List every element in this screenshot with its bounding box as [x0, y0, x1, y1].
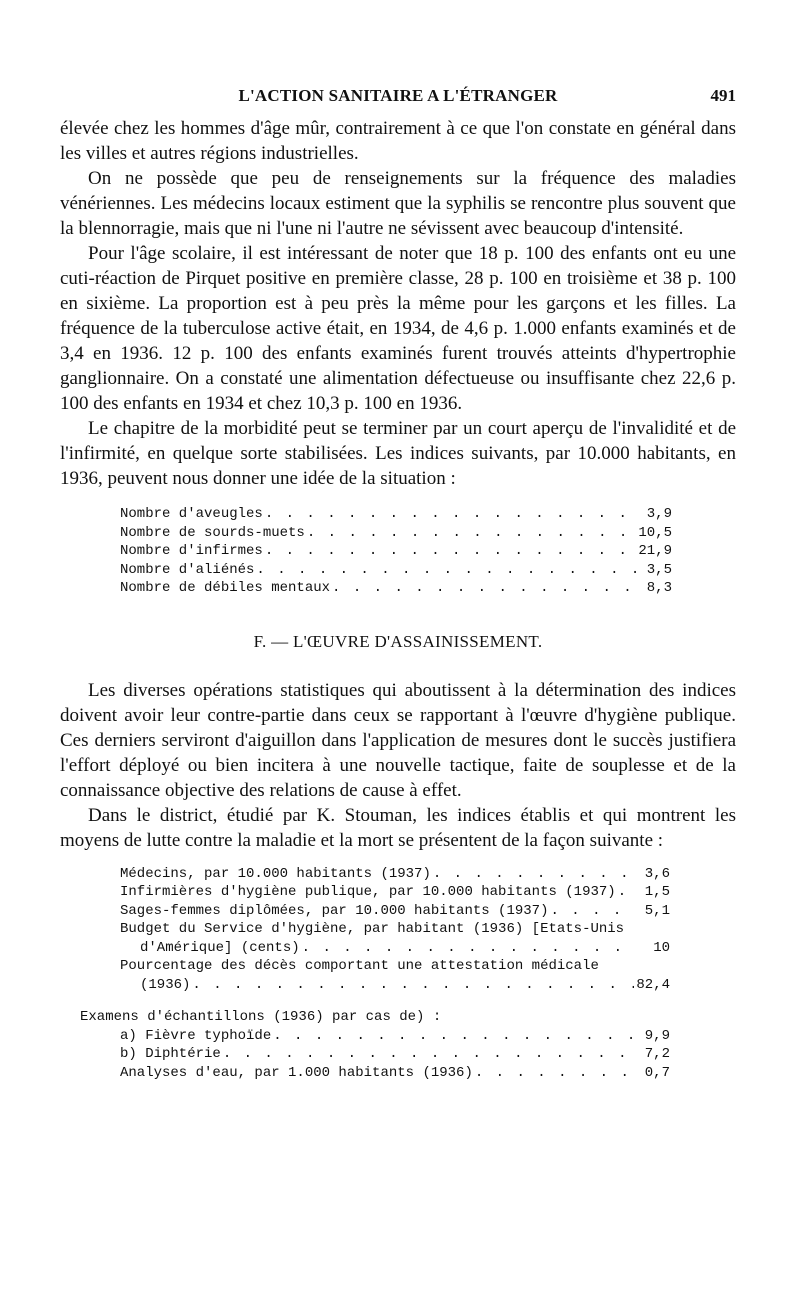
- sanitation-stats-table: [120, 865, 670, 995]
- stat-label: Nombre de sourds-muets: [120, 524, 305, 541]
- section-heading: F. — L'ŒUVRE D'ASSAINISSEMENT.: [253, 631, 543, 651]
- samples-table: [80, 1008, 670, 1082]
- stat-label: Médecins, par 10.000 habitants (1937): [120, 865, 431, 882]
- stat-row: [120, 1064, 670, 1083]
- stat-row: [120, 505, 672, 524]
- stat-row: [120, 524, 672, 543]
- leader-dots: [221, 1045, 634, 1064]
- stat-value: 10,5: [638, 524, 672, 541]
- stat-label: (1936): [140, 976, 191, 993]
- stat-value: 5,1: [644, 902, 670, 919]
- stat-row: [120, 1045, 670, 1064]
- leader-dots: [431, 865, 634, 884]
- paragraph-1: élevée chez les hommes d'âge mûr, contrairement à ce que l'on constate en général dans les villes et autres régions industrielles.: [60, 118, 736, 164]
- stat-label: Nombre d'aliénés: [120, 561, 255, 578]
- paragraph-2: On ne possède que peu de renseignements sur la fréquence des maladies vénériennes. Les médecins locaux estiment que la syphilis se rencontre plus souvent que la blennorragie, mais que ni l'une ni l'autre ne sévissent avec beaucoup d'intensité.: [60, 168, 736, 239]
- paragraph-6: Dans le district, étudié par K. Stouman, les indices établis et qui montrent les moyens de lutte contre la maladie et la mort se présentent de la façon suivante :: [60, 804, 736, 851]
- paragraph-5: Les diverses opérations statistiques qui aboutissent à la détermination des indices doivent avoir leur contre-partie dans ceux se rapportant à l'œuvre d'hygiène publique. Ces derniers serviront d'aiguillon dans l'application de mesures dont le succès justifiera l'effort déployé ou bien incitera à une nouvelle tactique, faite de souplesse et de la connaissance objective des relations de cause à effet.: [60, 679, 736, 801]
- stat-value: 10: [653, 939, 670, 956]
- stat-value: 3,6: [644, 865, 670, 882]
- stat-value: 21,9: [638, 543, 672, 559]
- stat-label: Analyses d'eau, par 1.000 habitants (1936): [120, 1064, 473, 1081]
- document-page: [60, 86, 736, 1082]
- stat-value: 0,7: [644, 1064, 670, 1081]
- stat-row: [120, 883, 670, 902]
- stat-row-heading: [120, 920, 670, 939]
- stat-row: [120, 579, 672, 598]
- leader-dots: [190, 976, 634, 995]
- stat-label: Infirmières d'hygiène publique, par 10.000 habitants (1937): [120, 884, 616, 900]
- leader-dots: [305, 524, 636, 543]
- stat-value: 7,2: [644, 1046, 670, 1062]
- stat-label: Sages-femmes diplômées, par 10.000 habitants (1937): [120, 902, 549, 919]
- stat-row: [120, 542, 672, 561]
- stat-value: 3,9: [646, 506, 672, 522]
- page-header: [60, 86, 736, 116]
- stat-value: 3,5: [646, 561, 672, 578]
- leader-dots: [254, 561, 636, 580]
- leader-dots: [548, 902, 634, 921]
- stat-label: b) Diphtérie: [120, 1046, 221, 1062]
- leader-dots: [271, 1027, 634, 1046]
- stat-label: Pourcentage des décès comportant une attestation médicale: [120, 958, 599, 974]
- page-number: 491: [710, 86, 736, 105]
- leader-dots: [263, 542, 636, 561]
- leader-dots: [473, 1064, 634, 1083]
- stat-label: Nombre d'infirmes: [120, 543, 263, 559]
- stat-row-heading: [120, 957, 670, 976]
- leader-dots: [300, 939, 634, 958]
- leader-dots: [330, 579, 636, 598]
- stat-label: Nombre de débiles mentaux: [120, 580, 331, 596]
- stat-value: 8,3: [646, 580, 672, 596]
- stat-value: 1,5: [644, 884, 670, 900]
- paragraph-4: Le chapitre de la morbidité peut se terminer par un court aperçu de l'invalidité et de l'infirmité, en quelque sorte stabilisées. Les indices suivants, par 10.000 habitants, en 1936, peuvent nous donner une idée de la situation :: [60, 418, 736, 489]
- stat-row: [120, 561, 672, 580]
- stat-label: Budget du Service d'hygiène, par habitant (1936) [Etats-Unis: [120, 921, 625, 937]
- stat-label: d'Amérique] (cents): [140, 939, 300, 956]
- samples-items: [120, 1027, 670, 1083]
- stat-label: a) Fièvre typhoïde: [120, 1027, 272, 1044]
- stat-row: [120, 1027, 670, 1046]
- stat-label: Nombre d'aveugles: [120, 506, 263, 522]
- stat-row: [120, 865, 670, 884]
- stat-value: 82,4: [636, 976, 670, 993]
- paragraph-3: Pour l'âge scolaire, il est intéressant de noter que 18 p. 100 des enfants ont eu une cuti-réaction de Pirquet positive en première classe, 28 p. 100 en troisième et 38 p. 100 en sixième. La proportion est à peu près la même pour les garçons et les filles. La fréquence de la tuberculose active était, en 1934, de 4,6 p. 1.000 enfants examinés et de 3,4 en 1936. 12 p. 100 des enfants examinés furent trouvés atteints d'hypertrophie ganglionnaire. On a constaté une alimentation défectueuse ou insuffisante chez 22,6 p. 100 des enfants en 1934 et chez 10,3 p. 100 en 1936.: [60, 243, 736, 414]
- invalidity-stats-table: [120, 505, 672, 598]
- running-title: L'ACTION SANITAIRE A L'ÉTRANGER: [238, 86, 558, 105]
- stat-row: [120, 976, 670, 995]
- samples-heading: Examens d'échantillons (1936) par cas de) :: [80, 1009, 442, 1025]
- leader-dots: [263, 505, 636, 524]
- leader-dots: [616, 883, 634, 902]
- stat-row: [120, 902, 670, 921]
- stat-row: [120, 939, 670, 958]
- stat-value: 9,9: [644, 1027, 670, 1044]
